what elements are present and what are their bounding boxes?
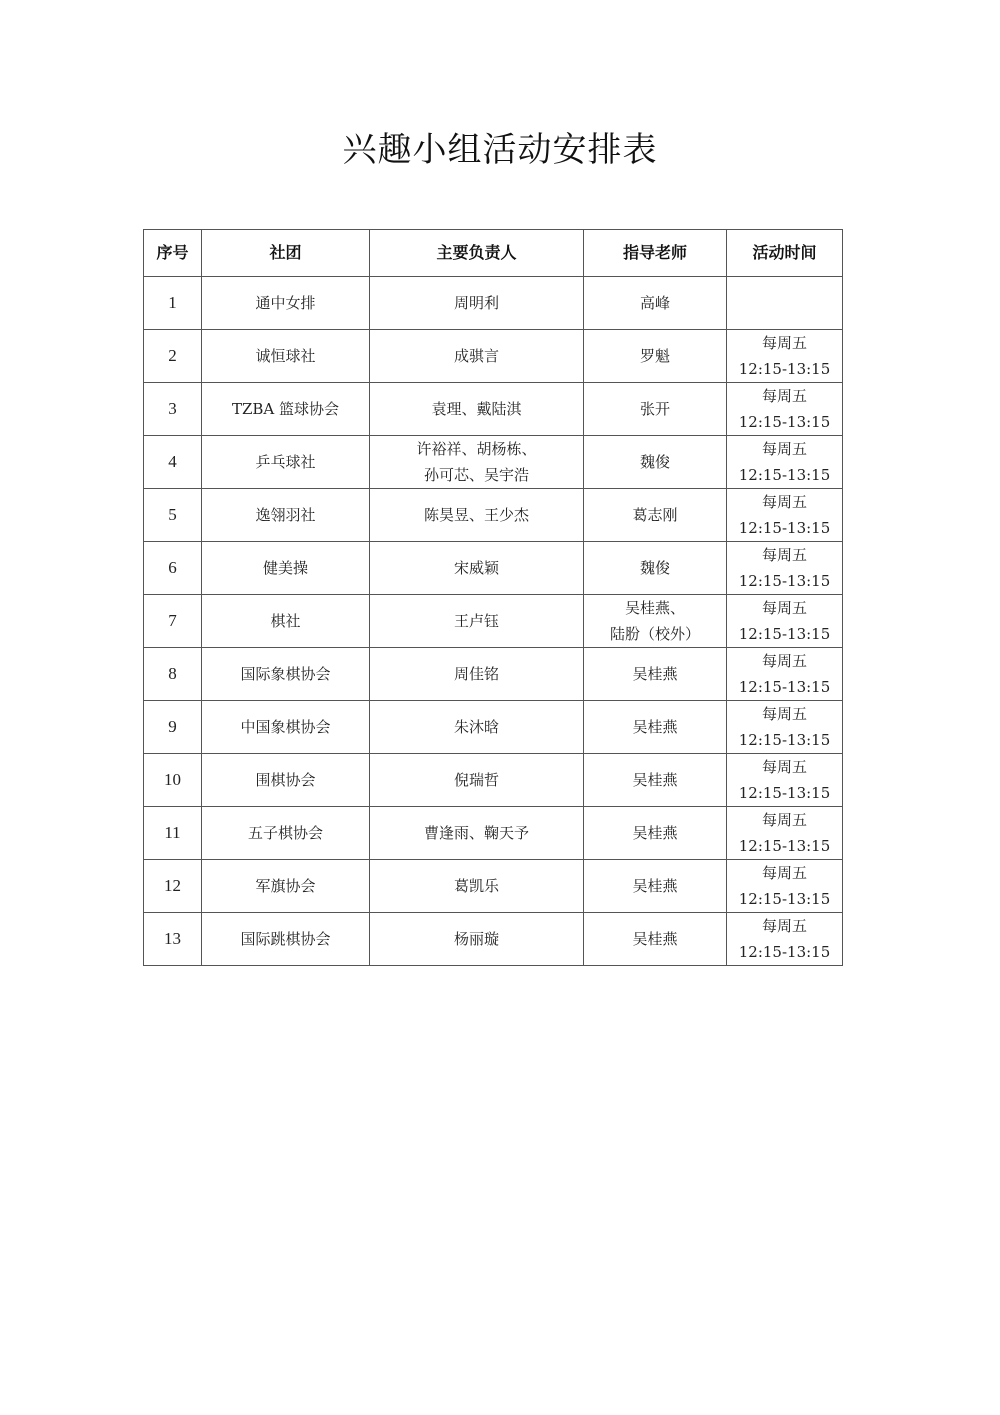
cell-time-line: 12:15-13:15 bbox=[738, 572, 831, 590]
cell-leader-line: 王卢钰 bbox=[453, 612, 499, 630]
table-row bbox=[144, 436, 843, 489]
cell-time-line: 每周五 bbox=[761, 493, 807, 511]
cell-teacher bbox=[584, 913, 727, 966]
cell-time-line: 每周五 bbox=[761, 599, 807, 617]
table-row bbox=[144, 330, 843, 383]
cell-time-line: 12:15-13:15 bbox=[738, 519, 831, 537]
table-row bbox=[144, 860, 843, 913]
cell-teacher-line: 吴桂燕 bbox=[632, 718, 678, 736]
cell-time bbox=[727, 383, 843, 436]
cell-teacher-line: 吴桂燕 bbox=[632, 665, 678, 683]
cell-no: 12 bbox=[144, 860, 202, 913]
cell-leader-line: 袁理、戴陆淇 bbox=[431, 400, 522, 418]
cell-time-line: 12:15-13:15 bbox=[738, 360, 831, 378]
table-row bbox=[144, 489, 843, 542]
cell-time-line: 每周五 bbox=[761, 864, 807, 882]
cell-teacher-line: 魏俊 bbox=[639, 559, 670, 577]
cell-time-line: 12:15-13:15 bbox=[738, 413, 831, 431]
cell-leader bbox=[370, 807, 584, 860]
cell-teacher-line: 吴桂燕 bbox=[632, 877, 678, 895]
cell-club: 五子棋协会 bbox=[202, 807, 370, 860]
cell-club: 健美操 bbox=[202, 542, 370, 595]
cell-leader bbox=[370, 595, 584, 648]
cell-leader bbox=[370, 436, 584, 489]
header-no: 序号 bbox=[144, 230, 202, 277]
cell-time bbox=[727, 489, 843, 542]
cell-time bbox=[727, 542, 843, 595]
cell-teacher-line: 吴桂燕 bbox=[632, 930, 678, 948]
cell-time-line: 每周五 bbox=[761, 334, 807, 352]
cell-time bbox=[727, 330, 843, 383]
cell-leader bbox=[370, 648, 584, 701]
table-row bbox=[144, 595, 843, 648]
cell-teacher bbox=[584, 436, 727, 489]
cell-time-line: 每周五 bbox=[761, 705, 807, 723]
cell-club: 军旗协会 bbox=[202, 860, 370, 913]
cell-time-line: 每周五 bbox=[761, 440, 807, 458]
cell-club: 逸翎羽社 bbox=[202, 489, 370, 542]
cell-club: 棋社 bbox=[202, 595, 370, 648]
cell-teacher bbox=[584, 701, 727, 754]
cell-time bbox=[727, 277, 843, 330]
cell-leader-line: 曹逢雨、鞠天予 bbox=[423, 824, 529, 842]
cell-teacher bbox=[584, 860, 727, 913]
cell-leader-line: 朱沐晗 bbox=[453, 718, 499, 736]
cell-no: 6 bbox=[144, 542, 202, 595]
cell-time-line: 每周五 bbox=[761, 546, 807, 564]
table-row bbox=[144, 277, 843, 330]
cell-time bbox=[727, 701, 843, 754]
cell-leader bbox=[370, 277, 584, 330]
cell-club: 国际象棋协会 bbox=[202, 648, 370, 701]
header-time: 活动时间 bbox=[727, 230, 843, 277]
cell-no: 7 bbox=[144, 595, 202, 648]
cell-no: 11 bbox=[144, 807, 202, 860]
cell-teacher bbox=[584, 330, 727, 383]
cell-leader-line: 宋威颖 bbox=[453, 559, 499, 577]
cell-time-line: 12:15-13:15 bbox=[738, 731, 831, 749]
cell-teacher-line: 葛志刚 bbox=[632, 506, 678, 524]
cell-time-line: 每周五 bbox=[761, 652, 807, 670]
cell-time bbox=[727, 595, 843, 648]
cell-teacher-line: 吴桂燕 bbox=[632, 771, 678, 789]
cell-time-line: 12:15-13:15 bbox=[738, 466, 831, 484]
cell-time-line: 每周五 bbox=[761, 917, 807, 935]
table-row bbox=[144, 913, 843, 966]
cell-club: 围棋协会 bbox=[202, 754, 370, 807]
cell-teacher-line: 魏俊 bbox=[639, 453, 670, 471]
cell-time bbox=[727, 754, 843, 807]
cell-teacher-line: 陆肦（校外） bbox=[609, 625, 700, 643]
cell-teacher bbox=[584, 754, 727, 807]
cell-leader-line: 成骐言 bbox=[453, 347, 499, 365]
cell-time bbox=[727, 436, 843, 489]
cell-no: 9 bbox=[144, 701, 202, 754]
cell-club: 中国象棋协会 bbox=[202, 701, 370, 754]
table-row bbox=[144, 542, 843, 595]
header-leader: 主要负责人 bbox=[370, 230, 584, 277]
cell-time bbox=[727, 913, 843, 966]
cell-teacher-line: 罗魁 bbox=[639, 347, 670, 365]
cell-leader bbox=[370, 701, 584, 754]
cell-leader-line: 倪瑞哲 bbox=[453, 771, 499, 789]
cell-teacher bbox=[584, 542, 727, 595]
cell-teacher-line: 吴桂燕、 bbox=[624, 599, 685, 617]
cell-leader bbox=[370, 330, 584, 383]
cell-leader bbox=[370, 489, 584, 542]
table-body bbox=[144, 277, 843, 966]
cell-leader-line: 许裕祥、胡杨栋、 bbox=[416, 440, 537, 458]
cell-leader-line: 孙可芯、吴宇浩 bbox=[423, 466, 529, 484]
cell-leader bbox=[370, 542, 584, 595]
cell-leader-line: 杨丽璇 bbox=[453, 930, 499, 948]
cell-teacher bbox=[584, 383, 727, 436]
header-club: 社团 bbox=[202, 230, 370, 277]
table-row bbox=[144, 648, 843, 701]
cell-time bbox=[727, 860, 843, 913]
cell-time-line: 12:15-13:15 bbox=[738, 678, 831, 696]
cell-leader-line: 周佳铭 bbox=[453, 665, 499, 683]
cell-teacher bbox=[584, 277, 727, 330]
cell-time-line: 12:15-13:15 bbox=[738, 837, 831, 855]
document-title: 兴趣小组活动安排表 bbox=[342, 130, 658, 170]
cell-time-line: 12:15-13:15 bbox=[738, 943, 831, 961]
cell-leader-line: 陈昊昱、王少杰 bbox=[423, 506, 529, 524]
cell-club: 乒乓球社 bbox=[202, 436, 370, 489]
table-row bbox=[144, 383, 843, 436]
cell-no: 4 bbox=[144, 436, 202, 489]
cell-no: 5 bbox=[144, 489, 202, 542]
cell-teacher-line: 吴桂燕 bbox=[632, 824, 678, 842]
activity-schedule-table bbox=[143, 229, 843, 966]
cell-time-line: 每周五 bbox=[761, 387, 807, 405]
cell-leader bbox=[370, 860, 584, 913]
cell-no: 13 bbox=[144, 913, 202, 966]
cell-no: 1 bbox=[144, 277, 202, 330]
cell-club: 通中女排 bbox=[202, 277, 370, 330]
cell-no: 2 bbox=[144, 330, 202, 383]
cell-club: 诚恒球社 bbox=[202, 330, 370, 383]
cell-club: 国际跳棋协会 bbox=[202, 913, 370, 966]
cell-teacher bbox=[584, 489, 727, 542]
cell-club: TZBA 篮球协会 bbox=[202, 383, 370, 436]
cell-no: 8 bbox=[144, 648, 202, 701]
cell-leader-line: 葛凯乐 bbox=[453, 877, 499, 895]
cell-leader bbox=[370, 754, 584, 807]
cell-teacher-line: 高峰 bbox=[639, 294, 670, 312]
table-header-row bbox=[144, 230, 843, 277]
table-row bbox=[144, 701, 843, 754]
cell-time-line: 每周五 bbox=[761, 811, 807, 829]
cell-time-line: 12:15-13:15 bbox=[738, 784, 831, 802]
cell-time-line: 每周五 bbox=[761, 758, 807, 776]
cell-leader-line: 周明利 bbox=[453, 294, 499, 312]
cell-teacher bbox=[584, 648, 727, 701]
cell-leader bbox=[370, 383, 584, 436]
cell-leader bbox=[370, 913, 584, 966]
cell-teacher bbox=[584, 595, 727, 648]
cell-time-line: 12:15-13:15 bbox=[738, 625, 831, 643]
cell-no: 3 bbox=[144, 383, 202, 436]
cell-no: 10 bbox=[144, 754, 202, 807]
cell-teacher bbox=[584, 807, 727, 860]
cell-time-line: 12:15-13:15 bbox=[738, 890, 831, 908]
cell-teacher-line: 张开 bbox=[639, 400, 670, 418]
table-row bbox=[144, 807, 843, 860]
cell-time bbox=[727, 648, 843, 701]
header-teacher: 指导老师 bbox=[584, 230, 727, 277]
cell-time bbox=[727, 807, 843, 860]
table-row bbox=[144, 754, 843, 807]
